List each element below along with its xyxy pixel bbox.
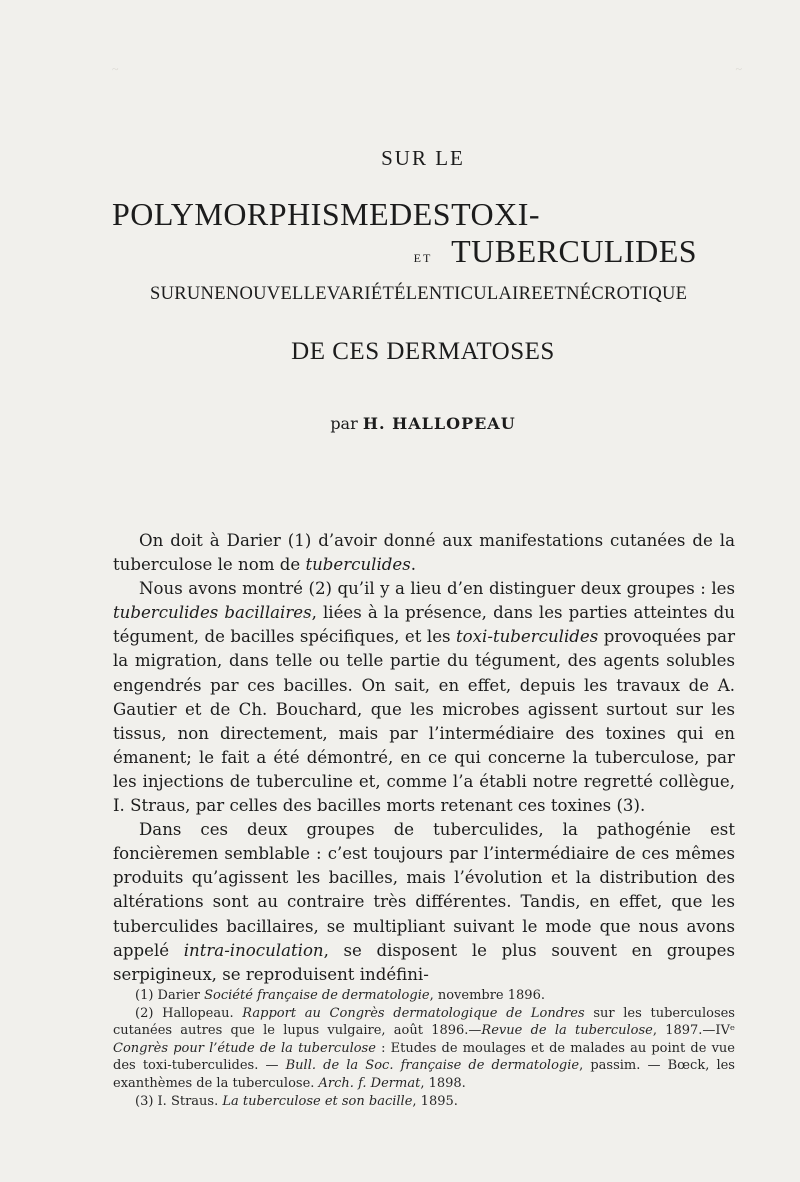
text-run: provoquées par la migration, dans telle ou telle partie du tégument, des agents solubles engendrés par ces bacilles. On sait, en effet, depuis les travaux de A. Gautier et de Ch. Bouchard, que les microbes agissent surtout sur les tissus, non directement, mais par l’intermédiaire des toxines qui en émanent; le fait a été démontré, en ce qui concerne la tuberculose, par les injections de tuberculine et, comme l’a établi notre regretté collègue, I. Straus, par celles des bacilles morts retenant ces toxines (3). (113, 627, 736, 816)
paragraph-2 (113, 577, 735, 818)
article-body (113, 529, 735, 987)
subtitle-word: NOUVELLE (225, 284, 327, 304)
text-run: , liées à la présence, dans les parties atteintes du tégument, de bacilles spécifiques, et les (113, 603, 735, 647)
emphasis: Société française de dermatologie (204, 988, 430, 1003)
emphasis: tuberculides (305, 555, 411, 575)
footnote-2 (113, 1005, 735, 1093)
emphasis: La tuberculose et son bacille (222, 1093, 413, 1109)
subtitle-word: LENTICULAIRE (405, 284, 543, 304)
subtitle-word: ET (542, 284, 567, 304)
emphasis: intra-inoculation (183, 940, 324, 960)
footnotes (113, 987, 735, 1110)
text-run: . (410, 555, 417, 575)
footnote-3 (113, 1093, 735, 1111)
text-run: sur les tuberculoses cutanées autres que le lupus vulgaire, août 1896.— (113, 1005, 735, 1039)
text-run: (2) Hallopeau. (135, 1005, 243, 1021)
subtitle-word: VARIÉTÉ (326, 284, 406, 304)
emphasis: toxi-tuberculides (456, 627, 599, 647)
emphasis: Bull. de la Soc. française de dermatologie (285, 1058, 580, 1074)
author-line (0, 414, 800, 433)
emphasis: Arch. f. Dermat (318, 1075, 421, 1091)
footnote-1 (113, 987, 735, 1005)
text-run: , 1897.—IVᵉ (652, 1023, 735, 1039)
text-run: , se disposent le plus souvent en groupes serpigineux, se reproduisent indéfini- (113, 940, 735, 984)
text-run: : Etudes de moulages et de malades au point de vue des toxi-tuberculides. — (113, 1040, 735, 1074)
main-title-word: TOXI-TUBERCULIDES (451, 196, 698, 269)
text-run: (1) Darier (135, 988, 205, 1003)
subtitle-word: SUR (150, 284, 187, 304)
emphasis: Congrès pour l’étude de la tuberculose (113, 1040, 376, 1056)
author-name: H. HALLOPEAU (362, 414, 516, 433)
text-run: , novembre 1896. (429, 988, 545, 1003)
paragraph-1 (113, 529, 735, 577)
subtitle-word: UNE (186, 284, 226, 304)
bleed-through-text: ~ ~ (112, 62, 742, 76)
text-run: , passim. — Bœck, les exanthèmes de la tuberculose. (113, 1058, 735, 1091)
title-conjunction-et: ET (413, 251, 433, 265)
emphasis: Revue de la tuberculose (481, 1023, 653, 1039)
title-line-dermatoses: DE CES DERMATOSES (291, 338, 555, 365)
main-title-word: POLYMORPHISME (112, 196, 390, 232)
text-run: , 1898. (420, 1075, 466, 1091)
paragraph-3 (113, 818, 735, 987)
author-prefix: par (330, 414, 358, 433)
subtitle (150, 284, 688, 305)
text-run: (3) I. Straus. (135, 1093, 223, 1109)
title-line-sur-le: SUR LE (381, 146, 465, 170)
subtitle-word: NÉCROTIQUE (566, 284, 688, 304)
text-run: , 1895. (412, 1093, 458, 1109)
main-title-word: DES (389, 196, 452, 232)
text-run: Dans ces deux groupes de tuberculides, la pathogénie est foncièremen semblable : c’est toujours par l’intermédiaire de ces mêmes produits qu’agissent les bacilles, mais l’évolution et la distribution des altérations sont au contraire très différentes. Tandis, en effet, que les tuberculides bacillaires, se multipliant suivant le mode que nous avons appelé (113, 820, 735, 960)
emphasis: tuberculides bacillaires (113, 603, 312, 623)
text-run: Nous avons montré (2) qu’il y a lieu d’en distinguer deux groupes : les (139, 579, 735, 599)
emphasis: Rapport au Congrès dermatologique de Londres (242, 1005, 585, 1021)
text-run: On doit à Darier (1) d’avoir donné aux manifestations cutanées de la tuberculose le nom de (113, 531, 735, 575)
